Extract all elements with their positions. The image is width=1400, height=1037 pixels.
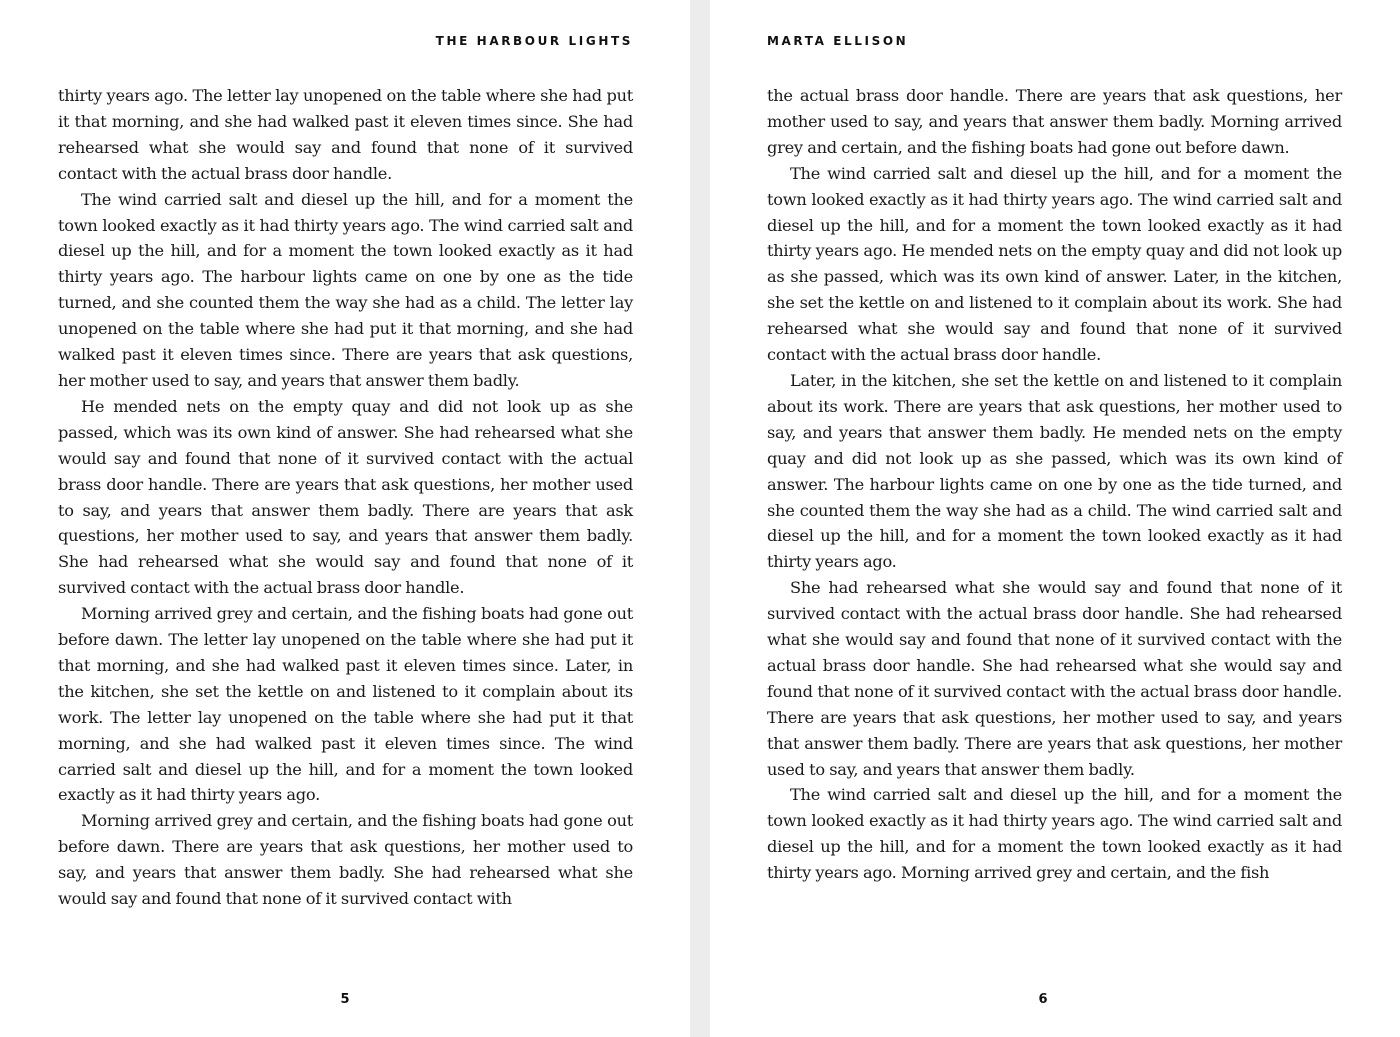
page-gutter — [690, 0, 710, 1037]
paragraph: thirty years ago. The letter lay unopened on the table where she had put it that morning, and she had walked past it eleven times since. She had rehearsed what she would say and found that none of it survived contact with the actual brass door handle. — [58, 86, 633, 183]
right-page-body — [767, 83, 1342, 886]
running-head-author: MARTA ELLISON — [767, 34, 909, 48]
page-number: 6 — [1038, 992, 1048, 1007]
left-page-body — [58, 83, 633, 912]
paragraph: The wind carried salt and diesel up the hill, and for a moment the town looked exactly as it had thirty years ago. The wind carried salt and diesel up the hill, and for a moment the town looked exactly as it had thirty years ago. Morning arrived grey and certain, and the fish — [767, 785, 1342, 883]
page-number: 5 — [340, 992, 350, 1007]
paragraph: Morning arrived grey and certain, and the fishing boats had gone out before dawn. The letter lay unopened on the table where she had put it that morning, and she had walked past it eleven times since. Later, in the kitchen, she set the kettle on and listened to it complain about its work. The letter lay unopened on the table where she had put it that morning, and she had walked past it eleven times since. The wind carried salt and diesel up the hill, and for a moment the town looked exactly as it had thirty years ago. — [58, 604, 633, 805]
paragraph: He mended nets on the empty quay and did not look up as she passed, which was its own kind of answer. She had rehearsed what she would say and found that none of it survived contact with the actual brass door handle. There are years that ask questions, her mother used to say, and years that answer them badly. There are years that ask questions, her mother used to say, and years that answer them badly. She had rehearsed what she would say and found that none of it survived contact with the actual brass door handle. — [58, 396, 633, 598]
left-page — [0, 0, 690, 1037]
paragraph: the actual brass door handle. There are years that ask questions, her mother used to say, and years that answer them badly. Morning arrived grey and certain, and the fishing boats had gone out before dawn. — [767, 86, 1342, 157]
right-page — [710, 0, 1400, 1037]
paragraph: The wind carried salt and diesel up the hill, and for a moment the town looked exactly as it had thirty years ago. The wind carried salt and diesel up the hill, and for a moment the town looked exactly as it had thirty years ago. The harbour lights came on one by one as the tide turned, and she counted them the way she had as a child. The letter lay unopened on the table where she had put it that morning, and she had walked past it eleven times since. There are years that ask questions, her mother used to say, and years that answer them badly. — [58, 189, 633, 390]
paragraph: She had rehearsed what she would say and found that none of it survived contact with the actual brass door handle. She had rehearsed what she would say and found that none of it survived contact with the actual brass door handle. She had rehearsed what she would say and found that none of it survived contact with the actual brass door handle. There are years that ask questions, her mother used to say, and years that answer them badly. There are years that ask questions, her mother used to say, and years that answer them badly. — [767, 578, 1342, 779]
running-head-title: THE HARBOUR LIGHTS — [435, 34, 633, 48]
paragraph: The wind carried salt and diesel up the hill, and for a moment the town looked exactly as it had thirty years ago. The wind carried salt and diesel up the hill, and for a moment the town looked exactly as it had thirty years ago. He mended nets on the empty quay and did not look up as she passed, which was its own kind of answer. Later, in the kitchen, she set the kettle on and listened to it complain about its work. She had rehearsed what she would say and found that none of it survived contact with the actual brass door handle. — [767, 163, 1342, 365]
paragraph: Morning arrived grey and certain, and the fishing boats had gone out before dawn. There are years that ask questions, her mother used to say, and years that answer them badly. She had rehearsed what she would say and found that none of it survived contact with — [58, 811, 633, 909]
paragraph: Later, in the kitchen, she set the kettle on and listened to it complain about its work. There are years that ask questions, her mother used to say, and years that answer them badly. He mended nets on the empty quay and did not look up as she passed, which was its own kind of answer. The harbour lights came on one by one as the tide turned, and she counted them the way she had as a child. The wind carried salt and diesel up the hill, and for a moment the town looked exactly as it had thirty years ago. — [767, 370, 1342, 572]
